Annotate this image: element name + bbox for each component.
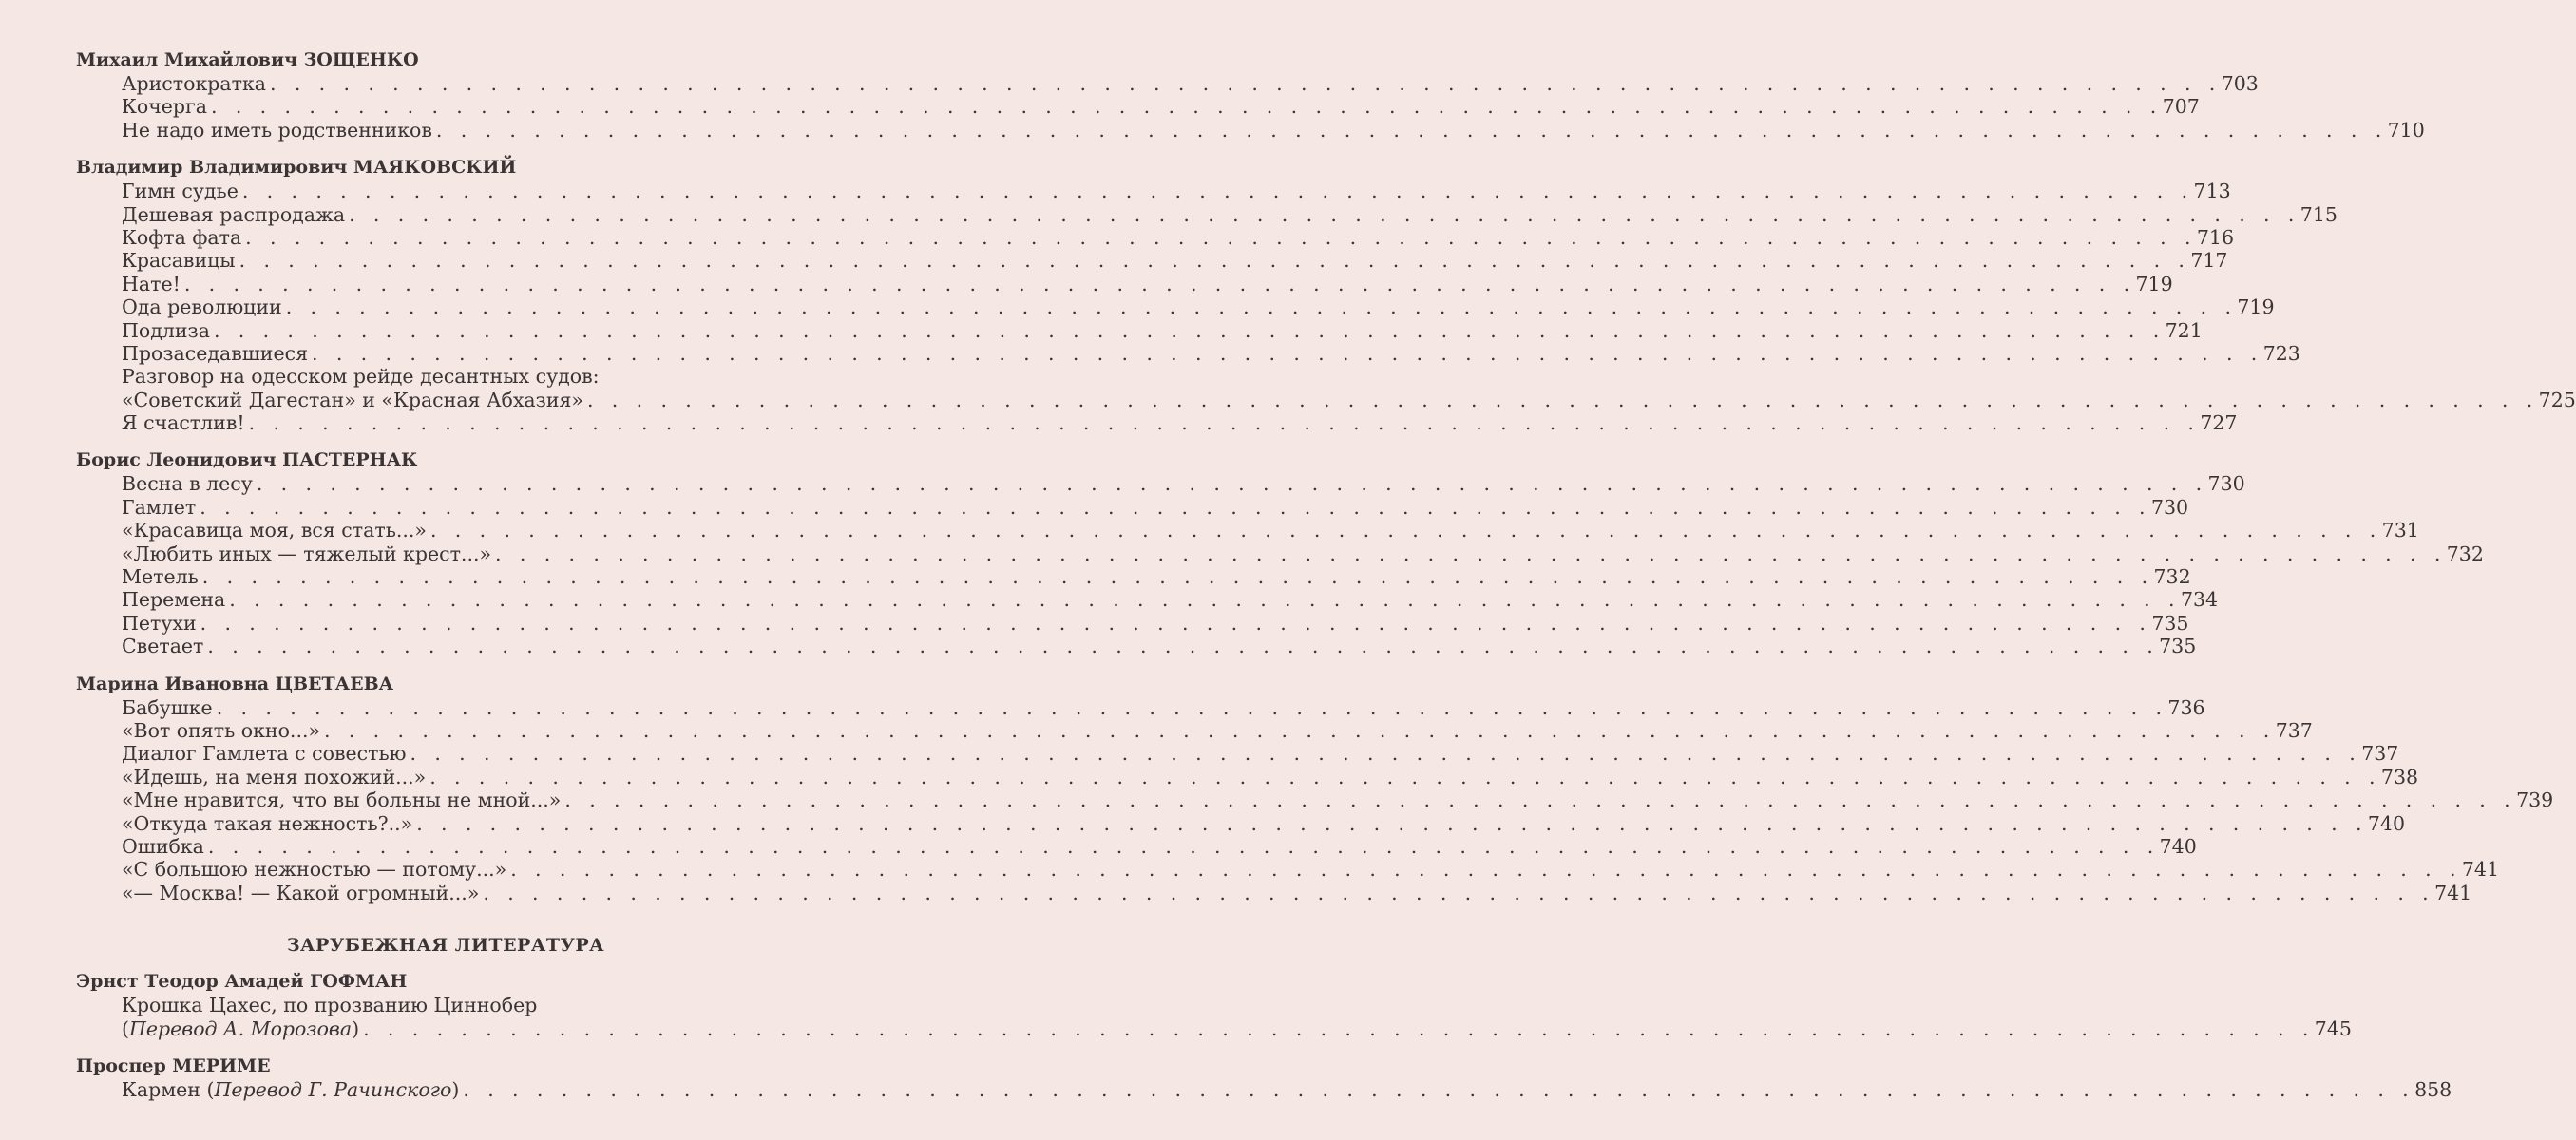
entry-title [122, 635, 203, 657]
dot-leader: . . . . . . . . . . . . . . . . . . . . . . . . . . . . . . . . . . . . . . . . . . . . . . . . . . . . . . . . . . . . . . . . . . . . . . . . . . . . . . . . [216, 695, 2168, 719]
dot-leader: . . . . . . . . . . . . . . . . . . . . . . . . . . . . . . . . . . . . . . . . . . . . . . . . . . . . . . . . . . . . . . . . . . . . . . . . . . . . . . . . [429, 765, 2381, 788]
title-text: Кофта фата [122, 225, 242, 249]
title-text: ) [451, 1077, 460, 1101]
toc-entry [122, 858, 2500, 882]
entry-title [122, 788, 561, 811]
dot-leader: . . . . . . . . . . . . . . . . . . . . . . . . . . . . . . . . . . . . . . . . . . . . . . . . . . . . . . . . . . . . . . . . . . . . . . . . . . . . . . . . [429, 519, 2382, 542]
title-text: ) [352, 1016, 360, 1040]
dot-leader: . . . . . . . . . . . . . . . . . . . . . . . . . . . . . . . . . . . . . . . . . . . . . . . . . . . . . . . . . . . . . . . . . . . . . . . . . . . . . . . . [510, 858, 2462, 882]
dot-leader: . . . . . . . . . . . . . . . . . . . . . . . . . . . . . . . . . . . . . . . . . . . . . . . . . . . . . . . . . . . . . . . . . . . . . . . . . . . . . . . . [564, 788, 2517, 812]
entry-title [122, 319, 210, 342]
page-number: 730 [2150, 495, 2189, 519]
title-text: Дешевая распродажа [122, 202, 346, 226]
translator-note: Перевод А. Морозова [129, 1016, 353, 1040]
toc-entry [122, 118, 2425, 142]
page-number: 737 [2275, 718, 2313, 742]
toc-entry [122, 811, 2406, 835]
page-number: 716 [2196, 225, 2235, 249]
entry-title [122, 519, 427, 542]
entry-title [122, 812, 412, 835]
title-text: ( [122, 1016, 129, 1040]
dot-leader: . . . . . . . . . . . . . . . . . . . . . . . . . . . . . . . . . . . . . . . . . . . . . . . . . . . . . . . . . . . . . . . . . . . . . . . . . . . . . . . . [248, 411, 2201, 435]
page-number: 703 [2221, 72, 2259, 95]
author-name: Эрнст Теодор Амадей ГОФМАН [76, 971, 408, 993]
author-name: Проспер МЕРИМЕ [76, 1054, 271, 1076]
author-name: Михаил Михайлович ЗОЩЕНКО [76, 49, 419, 70]
entry-title [122, 249, 236, 272]
dot-leader: . . . . . . . . . . . . . . . . . . . . . . . . . . . . . . . . . . . . . . . . . . . . . . . . . . . . . . . . . . . . . . . . . . . . . . . . . . . . . . . . [201, 565, 2154, 589]
entry-title [122, 389, 583, 411]
toc-entry [122, 695, 2205, 719]
page-number: 723 [2262, 341, 2300, 365]
entry-title [122, 226, 241, 249]
dot-leader: . . . . . . . . . . . . . . . . . . . . . . . . . . . . . . . . . . . . . . . . . . . . . . . . . . . . . . . . . . . . . . . . . . . . . . . . . . . . . . . . [245, 225, 2197, 249]
page-number: 736 [2167, 695, 2205, 719]
toc-entry [122, 565, 2191, 589]
page-number: 732 [2446, 542, 2484, 565]
page-number: 858 [2414, 1077, 2452, 1101]
page-number: 719 [2237, 295, 2275, 319]
title-text: Ошибка [122, 834, 204, 858]
title-text: Кочерга [122, 95, 207, 119]
title-text: Ода революции [122, 295, 282, 319]
page-number: 735 [2159, 635, 2197, 658]
page-number: 741 [2434, 881, 2472, 904]
entry-title [122, 119, 432, 142]
dot-leader: . . . . . . . . . . . . . . . . . . . . . . . . . . . . . . . . . . . . . . . . . . . . . . . . . . . . . . . . . . . . . . . . . . . . . . . . . . . . . . . . [363, 1016, 2315, 1040]
author-name: Борис Леонидович ПАСТЕРНАК [76, 449, 418, 471]
title-text: «Идешь, на меня похожий...» [122, 765, 427, 788]
toc-entry [122, 542, 2484, 565]
title-text: Нате! [122, 272, 181, 295]
title-text: Гамлет [122, 495, 197, 519]
author-name: Марина Ивановна ЦВЕТАЕВА [76, 673, 394, 694]
title-text: Петухи [122, 611, 197, 635]
page-number: 731 [2381, 519, 2419, 542]
translator-note: Перевод Г. Рачинского [214, 1077, 452, 1101]
dot-leader: . . . . . . . . . . . . . . . . . . . . . . . . . . . . . . . . . . . . . . . . . . . . . . . . . . . . . . . . . . . . . . . . . . . . . . . . . . . . . . . . [183, 272, 2136, 295]
title-text: Диалог Гамлета с совестью [122, 742, 407, 766]
dot-leader: . . . . . . . . . . . . . . . . . . . . . . . . . . . . . . . . . . . . . . . . . . . . . . . . . . . . . . . . . . . . . . . . . . . . . . . . . . . . . . . . [324, 718, 2276, 742]
toc-entry [122, 272, 2173, 295]
author-name: Владимир Владимирович МАЯКОВСКИЙ [76, 157, 517, 179]
title-text: «Советский Дагестан» и «Красная Абхазия» [122, 388, 583, 411]
toc-entry [122, 834, 2197, 858]
dot-leader: . . . . . . . . . . . . . . . . . . . . . . . . . . . . . . . . . . . . . . . . . . . . . . . . . . . . . . . . . . . . . . . . . . . . . . . . . . . . . . . . [229, 588, 2181, 612]
toc-entry [122, 765, 2419, 788]
entry-title [122, 203, 345, 226]
title-text: «— Москва! — Какой огромный...» [122, 881, 480, 904]
toc-entry [122, 411, 2238, 435]
title-text: Аристократка [122, 72, 267, 95]
entry-title [122, 835, 204, 858]
entry-title [122, 882, 479, 904]
toc-entry [122, 318, 2203, 342]
entry-title [122, 496, 196, 519]
toc-entry [122, 388, 2576, 411]
dot-leader: . . . . . . . . . . . . . . . . . . . . . . . . . . . . . . . . . . . . . . . . . . . . . . . . . . . . . . . . . . . . . . . . . . . . . . . . . . . . . . . . [285, 295, 2238, 319]
entry-title-line: Разговор на одесском рейде десантных судов: [122, 365, 600, 389]
dot-leader: . . . . . . . . . . . . . . . . . . . . . . . . . . . . . . . . . . . . . . . . . . . . . . . . . . . . . . . . . . . . . . . . . . . . . . . . . . . . . . . . [210, 95, 2163, 119]
toc-entry [122, 202, 2337, 226]
table-of-contents [76, 48, 2576, 1101]
toc-entry [122, 881, 2472, 904]
title-text: Подлиза [122, 318, 210, 342]
page-number: 737 [2361, 742, 2399, 766]
entry-title [122, 696, 213, 719]
title-text: «Красавица моя, вся стать...» [122, 519, 427, 542]
entry-title [122, 858, 506, 881]
toc-entry [122, 635, 2197, 658]
toc-entry [122, 788, 2554, 812]
title-text: Перемена [122, 588, 226, 612]
title-text: Красавицы [122, 249, 236, 273]
entry-title [122, 542, 491, 565]
entry-title [122, 180, 239, 202]
toc-entry [122, 588, 2219, 612]
page-number: 730 [2207, 472, 2245, 496]
toc-entry [122, 341, 2300, 365]
dot-leader: . . . . . . . . . . . . . . . . . . . . . . . . . . . . . . . . . . . . . . . . . . . . . . . . . . . . . . . . . . . . . . . . . . . . . . . . . . . . . . . . [586, 388, 2539, 411]
title-text: Кармен ( [122, 1077, 215, 1101]
entry-title [122, 472, 253, 495]
page-number: 741 [2461, 858, 2500, 882]
page-number: 738 [2380, 765, 2419, 788]
dot-leader: . . . . . . . . . . . . . . . . . . . . . . . . . . . . . . . . . . . . . . . . . . . . . . . . . . . . . . . . . . . . . . . . . . . . . . . . . . . . . . . . [349, 202, 2300, 226]
toc-entry [122, 180, 2231, 203]
toc-entry [122, 611, 2189, 635]
page-number: 740 [2367, 811, 2406, 835]
dot-leader: . . . . . . . . . . . . . . . . . . . . . . . . . . . . . . . . . . . . . . . . . . . . . . . . . . . . . . . . . . . . . . . . . . . . . . . . . . . . . . . . [200, 611, 2152, 635]
title-text: Светает [122, 635, 204, 658]
dot-leader: . . . . . . . . . . . . . . . . . . . . . . . . . . . . . . . . . . . . . . . . . . . . . . . . . . . . . . . . . . . . . . . . . . . . . . . . . . . . . . . . [241, 180, 2194, 203]
dot-leader: . . . . . . . . . . . . . . . . . . . . . . . . . . . . . . . . . . . . . . . . . . . . . . . . . . . . . . . . . . . . . . . . . . . . . . . . . . . . . . . . [213, 318, 2166, 342]
page-number: 717 [2190, 249, 2228, 273]
toc-entry [122, 72, 2259, 95]
page-number: 715 [2299, 202, 2337, 226]
page-number: 725 [2538, 388, 2576, 411]
title-text: Весна в лесу [122, 472, 253, 496]
title-text: Гимн судье [122, 180, 239, 203]
dot-leader: . . . . . . . . . . . . . . . . . . . . . . . . . . . . . . . . . . . . . . . . . . . . . . . . . . . . . . . . . . . . . . . . . . . . . . . . . . . . . . . . [270, 72, 2222, 95]
entry-title-line: Крошка Цахес, по прозванию Циннобер [122, 994, 538, 1017]
title-text: Метель [122, 565, 199, 589]
toc-entry [122, 495, 2189, 519]
toc-entry [122, 95, 2200, 119]
entry-title [122, 1078, 459, 1101]
dot-leader: . . . . . . . . . . . . . . . . . . . . . . . . . . . . . . . . . . . . . . . . . . . . . . . . . . . . . . . . . . . . . . . . . . . . . . . . . . . . . . . . [256, 472, 2208, 496]
toc-entry [122, 295, 2275, 319]
page-number: 739 [2516, 788, 2554, 812]
dot-leader: . . . . . . . . . . . . . . . . . . . . . . . . . . . . . . . . . . . . . . . . . . . . . . . . . . . . . . . . . . . . . . . . . . . . . . . . . . . . . . . . [207, 635, 2160, 658]
title-text: «Любить иных — тяжелый крест...» [122, 542, 492, 565]
page-number: 719 [2135, 272, 2173, 295]
title-text: «С большою нежностью — потому...» [122, 858, 507, 882]
page-number: 707 [2162, 95, 2200, 119]
entry-title [122, 1017, 359, 1040]
title-text: «Мне нравится, что вы больны не мной...» [122, 788, 562, 812]
page-number: 732 [2153, 565, 2191, 589]
dot-leader: . . . . . . . . . . . . . . . . . . . . . . . . . . . . . . . . . . . . . . . . . . . . . . . . . . . . . . . . . . . . . . . . . . . . . . . . . . . . . . . . [239, 249, 2191, 273]
entry-title [122, 95, 207, 118]
entry-title [122, 766, 426, 788]
entry-title [122, 742, 406, 765]
page-number: 740 [2159, 834, 2197, 858]
dot-leader: . . . . . . . . . . . . . . . . . . . . . . . . . . . . . . . . . . . . . . . . . . . . . . . . . . . . . . . . . . . . . . . . . . . . . . . . . . . . . . . . [207, 834, 2160, 858]
title-text: Я счастлив! [122, 411, 245, 435]
dot-leader: . . . . . . . . . . . . . . . . . . . . . . . . . . . . . . . . . . . . . . . . . . . . . . . . . . . . . . . . . . . . . . . . . . . . . . . . . . . . . . . . [416, 811, 2368, 835]
toc-entry [122, 718, 2313, 742]
title-text: «Вот опять окно...» [122, 718, 321, 742]
toc-entry [122, 519, 2419, 542]
title-text: Бабушке [122, 695, 213, 719]
dot-leader: . . . . . . . . . . . . . . . . . . . . . . . . . . . . . . . . . . . . . . . . . . . . . . . . . . . . . . . . . . . . . . . . . . . . . . . . . . . . . . . . [435, 118, 2388, 142]
page-number: 721 [2165, 318, 2203, 342]
dot-leader: . . . . . . . . . . . . . . . . . . . . . . . . . . . . . . . . . . . . . . . . . . . . . . . . . . . . . . . . . . . . . . . . . . . . . . . . . . . . . . . . [410, 742, 2362, 766]
toc-entry [122, 249, 2228, 273]
page-number: 735 [2151, 611, 2189, 635]
title-text: «Откуда такая нежность?..» [122, 811, 413, 835]
toc-entry [122, 1016, 2352, 1040]
dot-leader: . . . . . . . . . . . . . . . . . . . . . . . . . . . . . . . . . . . . . . . . . . . . . . . . . . . . . . . . . . . . . . . . . . . . . . . . . . . . . . . . [312, 341, 2263, 365]
entry-title [122, 565, 199, 588]
entry-title [122, 273, 181, 295]
toc-entry [122, 225, 2235, 249]
page-number: 710 [2387, 118, 2425, 142]
toc-entry [122, 472, 2245, 496]
dot-leader: . . . . . . . . . . . . . . . . . . . . . . . . . . . . . . . . . . . . . . . . . . . . . . . . . . . . . . . . . . . . . . . . . . . . . . . . . . . . . . . . [495, 542, 2447, 565]
entry-title [122, 295, 282, 318]
dot-leader: . . . . . . . . . . . . . . . . . . . . . . . . . . . . . . . . . . . . . . . . . . . . . . . . . . . . . . . . . . . . . . . . . . . . . . . . . . . . . . . . [463, 1077, 2415, 1101]
entry-title [122, 612, 197, 635]
dot-leader: . . . . . . . . . . . . . . . . . . . . . . . . . . . . . . . . . . . . . . . . . . . . . . . . . . . . . . . . . . . . . . . . . . . . . . . . . . . . . . . . [200, 495, 2151, 519]
title-text: Прозаседавшиеся [122, 341, 309, 365]
page-number: 727 [2200, 411, 2238, 435]
dot-leader: . . . . . . . . . . . . . . . . . . . . . . . . . . . . . . . . . . . . . . . . . . . . . . . . . . . . . . . . . . . . . . . . . . . . . . . . . . . . . . . . [483, 881, 2435, 904]
page-number: 713 [2193, 180, 2231, 203]
entry-title [122, 342, 308, 365]
entry-title [122, 411, 245, 434]
entry-title [122, 719, 320, 742]
section-heading: ЗАРУБЕЖНАЯ ЛИТЕРАТУРА [286, 935, 605, 957]
entry-title [122, 72, 266, 95]
toc-entry [122, 1077, 2452, 1101]
toc-entry [122, 742, 2399, 766]
title-text: Не надо иметь родственников [122, 118, 432, 142]
entry-title [122, 588, 225, 611]
page-number: 745 [2314, 1016, 2352, 1040]
page-number: 734 [2180, 588, 2219, 612]
